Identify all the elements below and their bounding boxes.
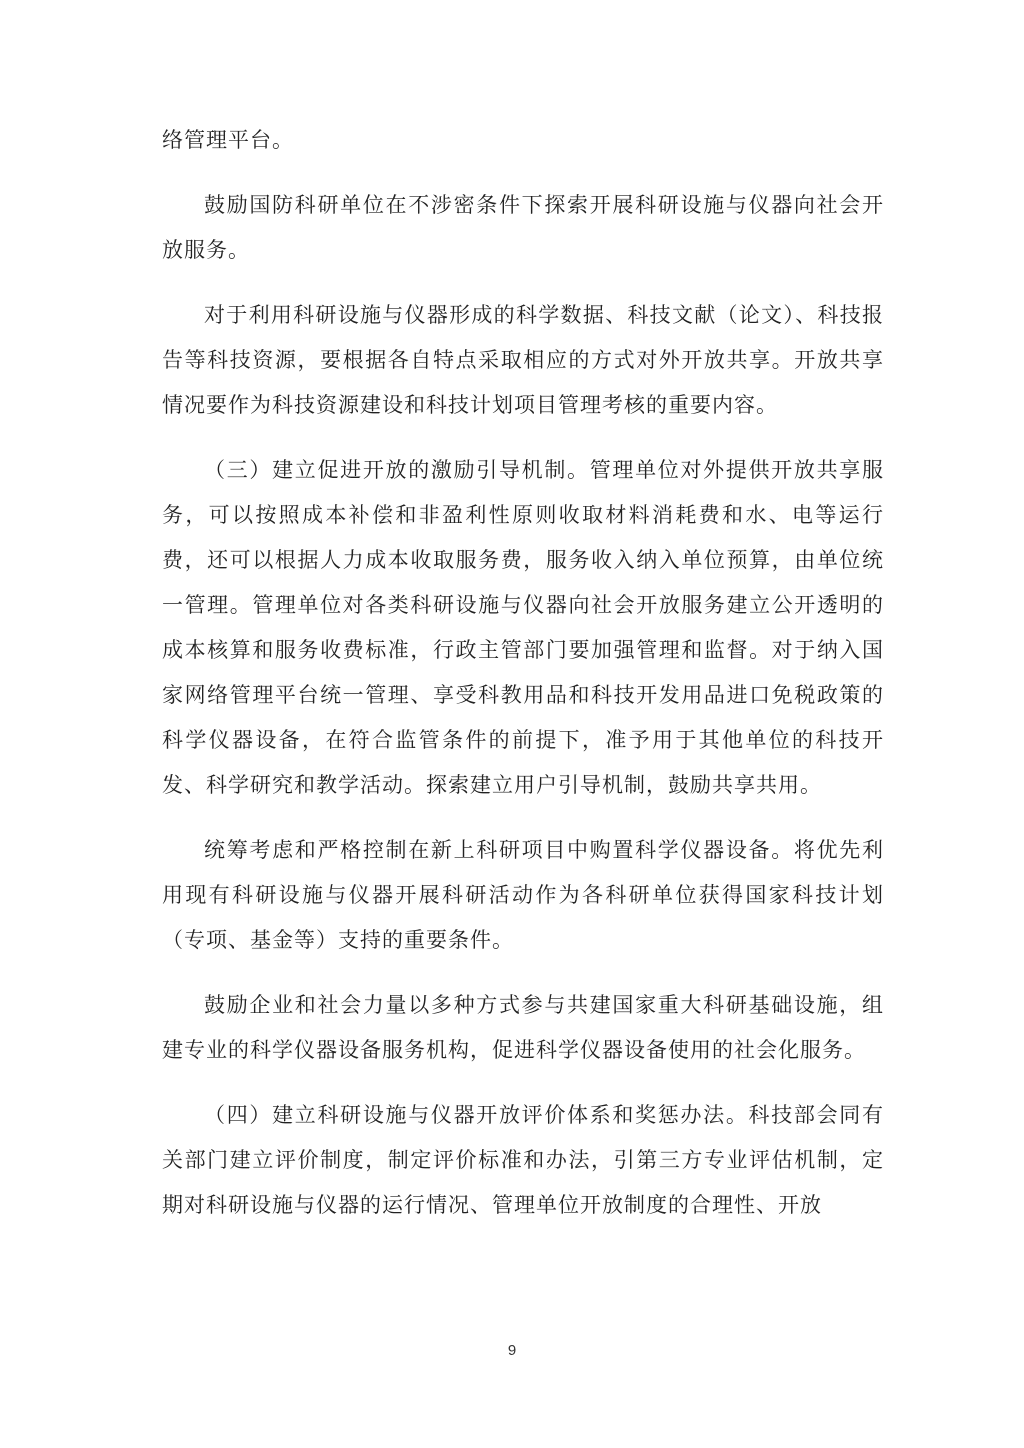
paragraph-equipment-purchase: 统筹考虑和严格控制在新上科研项目中购置科学仪器设备。将优先利用现有科研设施与仪器开展科研活动作为各科研单位获得国家科技计划（专项、基金等）支持的重要条件。: [162, 838, 884, 952]
paragraph-enterprise-participation: 鼓励企业和社会力量以多种方式参与共建国家重大科研基础设施，组建专业的科学仪器设备服务机构，促进科学仪器设备使用的社会化服务。: [162, 993, 884, 1062]
page-number: 9: [507, 1342, 517, 1359]
paragraph-data-sharing: 对于利用科研设施与仪器形成的科学数据、科技文献（论文）、科技报告等科技资源，要根据各自特点采取相应的方式对外开放共享。开放共享情况要作为科技资源建设和科技计划项目管理考核的重要内容。: [162, 303, 884, 417]
paragraph-incentive-mechanism: （三）建立促进开放的激励引导机制。管理单位对外提供开放共享服务，可以按照成本补偿和非盈利性原则收取材料消耗费和水、电等运行费，还可以根据人力成本收取服务费，服务收入纳入单位预算，由单位统一管理。管理单位对各类科研设施与仪器向社会开放服务建立公开透明的成本核算和服务收费标准，行政主管部门要加强管理和监督。对于纳入国家网络管理平台统一管理、享受科教用品和科技开发用品进口免税政策的科学仪器设备，在符合监管条件的前提下，准予用于其他单位的科技开发、科学研究和教学活动。探索建立用户引导机制，鼓励共享共用。: [162, 458, 884, 797]
document-body: [162, 118, 884, 1248]
paragraph-evaluation-system: （四）建立科研设施与仪器开放评价体系和奖惩办法。科技部会同有关部门建立评价制度，制定评价标准和办法，引第三方专业评估机制，定期对科研设施与仪器的运行情况、管理单位开放制度的合理性、开放: [162, 1103, 884, 1217]
paragraph-defense-research: 鼓励国防科研单位在不涉密条件下探索开展科研设施与仪器向社会开放服务。: [162, 193, 884, 262]
paragraph-continuation: 络管理平台。: [162, 128, 294, 152]
